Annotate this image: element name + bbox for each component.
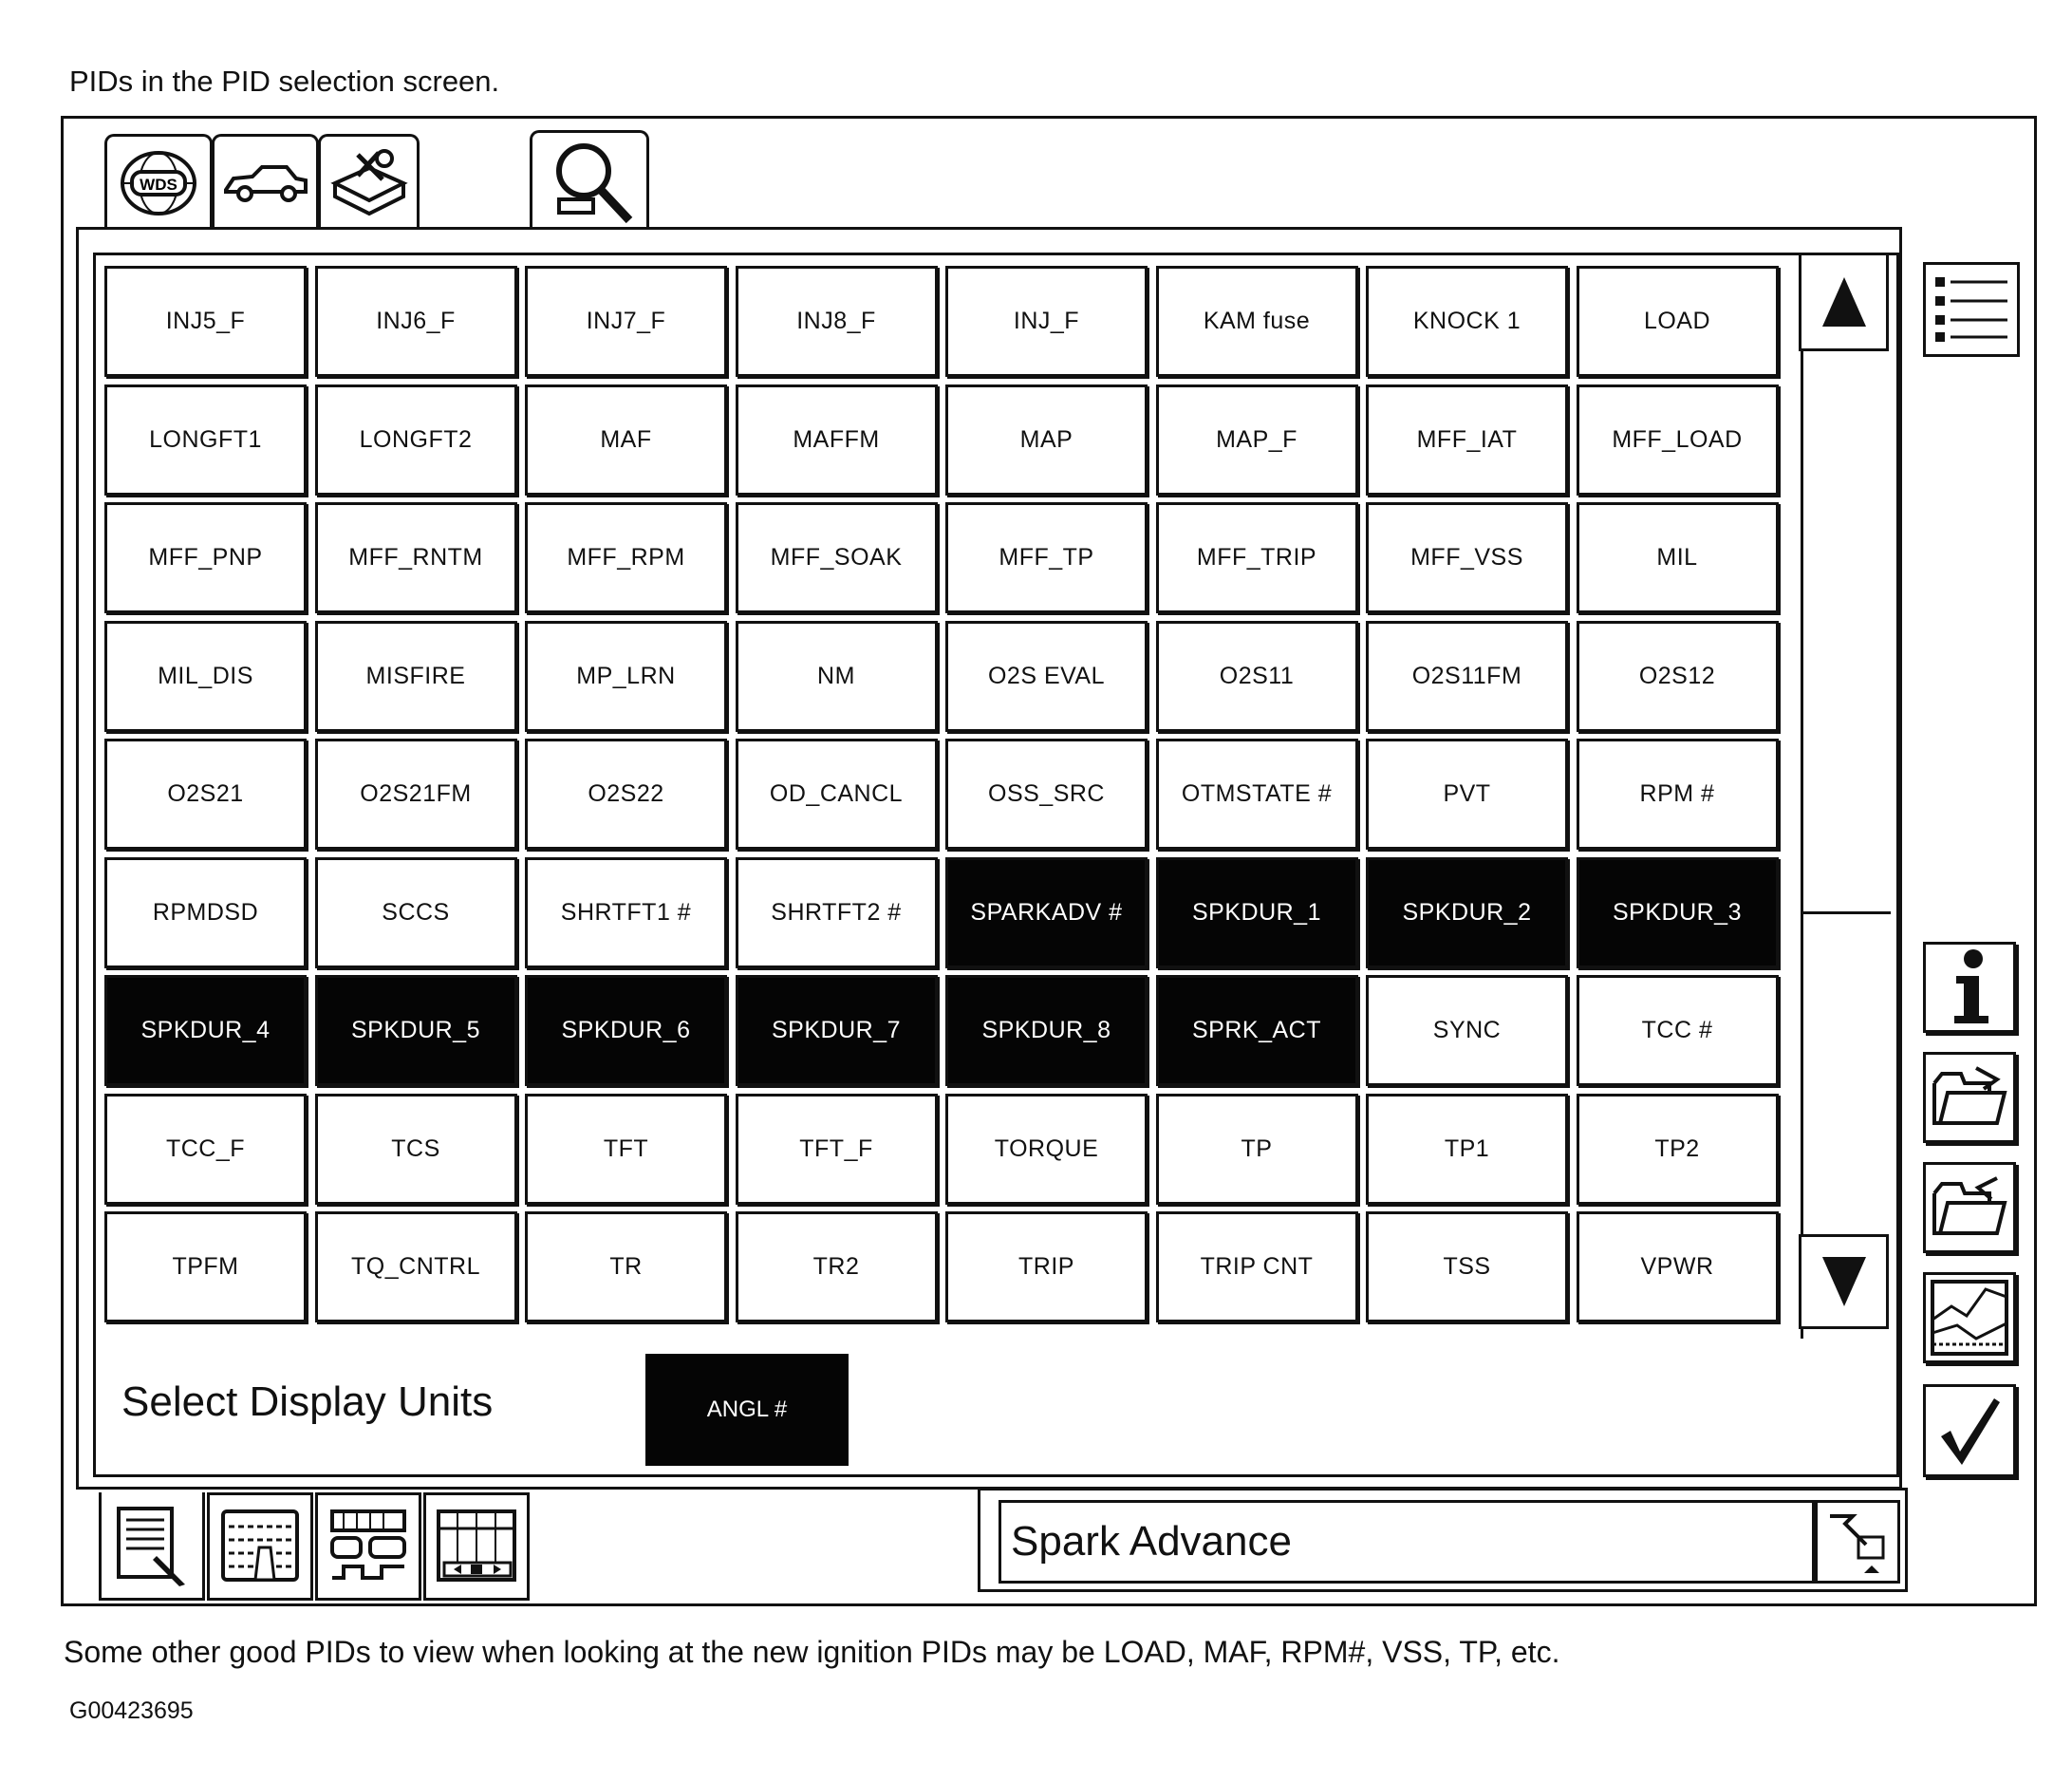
- pid-cell[interactable]: NM: [736, 621, 938, 732]
- pid-cell[interactable]: SPKDUR_3: [1577, 857, 1779, 968]
- checkmark-icon: [1935, 1393, 2004, 1469]
- pid-cell[interactable]: TSS: [1366, 1211, 1568, 1322]
- pid-cell[interactable]: MIL_DIS: [104, 621, 307, 732]
- arrow-up-icon: [1820, 275, 1868, 328]
- pid-cell[interactable]: SPKDUR_6: [525, 975, 727, 1086]
- pid-cell[interactable]: O2S21FM: [315, 739, 517, 850]
- pid-cell[interactable]: SPKDUR_1: [1156, 857, 1358, 968]
- pid-cell[interactable]: TCS: [315, 1094, 517, 1205]
- pid-cell[interactable]: TR2: [736, 1211, 938, 1322]
- pid-cell[interactable]: OTMSTATE #: [1156, 739, 1358, 850]
- magnifier-icon: [542, 137, 637, 226]
- pid-cell[interactable]: RPM #: [1577, 739, 1779, 850]
- pid-cell[interactable]: SHRTFT2 #: [736, 857, 938, 968]
- pid-cell[interactable]: O2S11: [1156, 621, 1358, 732]
- pid-cell[interactable]: RPMDSD: [104, 857, 307, 968]
- pid-cell[interactable]: MAFFM: [736, 384, 938, 496]
- figure-id: G00423695: [69, 1697, 194, 1724]
- pid-cell[interactable]: MFF_PNP: [104, 502, 307, 613]
- scroll-up-button[interactable]: [1799, 253, 1889, 351]
- pid-cell[interactable]: TP: [1156, 1094, 1358, 1205]
- pid-cell[interactable]: MFF_SOAK: [736, 502, 938, 613]
- graph-icon: [1929, 1278, 2010, 1358]
- pid-cell[interactable]: SPRK_ACT: [1156, 975, 1358, 1086]
- recorder-icon: [325, 1506, 412, 1587]
- scrollbar-thumb[interactable]: [1803, 351, 1891, 914]
- pid-cell[interactable]: TRIP: [945, 1211, 1148, 1322]
- pid-cell[interactable]: MFF_LOAD: [1577, 384, 1779, 496]
- pid-cell[interactable]: SHRTFT1 #: [525, 857, 727, 968]
- pid-cell[interactable]: INJ7_F: [525, 266, 727, 377]
- info-button[interactable]: [1923, 942, 2016, 1033]
- pid-cell[interactable]: LONGFT1: [104, 384, 307, 496]
- bottom-tab-keypad[interactable]: [207, 1492, 313, 1601]
- description-action-button[interactable]: [1815, 1500, 1900, 1584]
- playback-icon: [433, 1506, 520, 1587]
- pid-cell[interactable]: TORQUE: [945, 1094, 1148, 1205]
- pid-cell[interactable]: TQ_CNTRL: [315, 1211, 517, 1322]
- pid-cell[interactable]: MAF: [525, 384, 727, 496]
- pid-cell[interactable]: LONGFT2: [315, 384, 517, 496]
- bottom-tab-pid-select[interactable]: [99, 1492, 205, 1601]
- pid-cell[interactable]: SPKDUR_8: [945, 975, 1148, 1086]
- pid-cell[interactable]: TP2: [1577, 1094, 1779, 1205]
- arrow-down-icon: [1820, 1255, 1868, 1308]
- caption-bottom: Some other good PIDs to view when looking at the new ignition PIDs may be LOAD, MAF, RPM#, VSS, TP, etc.: [64, 1635, 1560, 1669]
- pid-cell[interactable]: TFT_F: [736, 1094, 938, 1205]
- pid-select-icon: [109, 1503, 195, 1588]
- pid-cell[interactable]: SCCS: [315, 857, 517, 968]
- pid-cell[interactable]: SPKDUR_2: [1366, 857, 1568, 968]
- keypad-icon: [217, 1506, 303, 1587]
- pid-cell[interactable]: INJ6_F: [315, 266, 517, 377]
- pid-description-field[interactable]: Spark Advance: [999, 1500, 1815, 1584]
- pid-cell[interactable]: SPKDUR_4: [104, 975, 307, 1086]
- pid-cell[interactable]: O2S11FM: [1366, 621, 1568, 732]
- save-folder-icon: [1929, 1174, 2010, 1241]
- display-units-button[interactable]: ANGL #: [645, 1354, 849, 1466]
- graph-view-button[interactable]: [1923, 1272, 2016, 1363]
- pid-cell[interactable]: OSS_SRC: [945, 739, 1148, 850]
- pid-cell[interactable]: VPWR: [1577, 1211, 1779, 1322]
- pid-cell[interactable]: TP1: [1366, 1094, 1568, 1205]
- pid-cell[interactable]: O2S21: [104, 739, 307, 850]
- pid-cell[interactable]: SPKDUR_5: [315, 975, 517, 1086]
- pid-cell[interactable]: SPARKADV #: [945, 857, 1148, 968]
- list-view-button[interactable]: [1923, 262, 2020, 357]
- swap-arrows-icon: [1824, 1509, 1891, 1575]
- pid-cell[interactable]: MAP_F: [1156, 384, 1358, 496]
- save-file-button[interactable]: [1923, 1162, 2016, 1253]
- toolbox-icon: [326, 145, 413, 221]
- pid-cell[interactable]: MFF_RPM: [525, 502, 727, 613]
- pid-cell[interactable]: KAM fuse: [1156, 266, 1358, 377]
- open-file-button[interactable]: [1923, 1052, 2016, 1143]
- pid-cell[interactable]: SYNC: [1366, 975, 1568, 1086]
- wds-label: WDS: [140, 175, 177, 194]
- caption-top: PIDs in the PID selection screen.: [69, 65, 500, 98]
- wds-globe-icon: [115, 145, 202, 221]
- vehicle-icon: [220, 159, 311, 207]
- tab-toolbox[interactable]: [318, 134, 420, 229]
- pid-cell[interactable]: INJ5_F: [104, 266, 307, 377]
- pid-cell[interactable]: TR: [525, 1211, 727, 1322]
- pid-cell[interactable]: MFF_VSS: [1366, 502, 1568, 613]
- pid-cell[interactable]: MFF_TP: [945, 502, 1148, 613]
- pid-cell[interactable]: PVT: [1366, 739, 1568, 850]
- pid-cell[interactable]: TCC_F: [104, 1094, 307, 1205]
- pid-cell[interactable]: MAP: [945, 384, 1148, 496]
- bottom-tab-playback[interactable]: [423, 1492, 530, 1601]
- pid-cell[interactable]: O2S22: [525, 739, 727, 850]
- pid-cell[interactable]: MP_LRN: [525, 621, 727, 732]
- pid-cell[interactable]: TCC #: [1577, 975, 1779, 1086]
- pid-cell[interactable]: MFF_IAT: [1366, 384, 1568, 496]
- pid-cell[interactable]: TPFM: [104, 1211, 307, 1322]
- pid-cell[interactable]: LOAD: [1577, 266, 1779, 377]
- pid-cell[interactable]: MFF_TRIP: [1156, 502, 1358, 613]
- tab-wds[interactable]: [104, 134, 213, 229]
- bottom-tab-recorder[interactable]: [315, 1492, 421, 1601]
- scroll-down-button[interactable]: [1799, 1234, 1889, 1329]
- tab-vehicle[interactable]: [212, 134, 319, 229]
- confirm-button[interactable]: [1923, 1384, 2016, 1477]
- pid-cell[interactable]: TRIP CNT: [1156, 1211, 1358, 1322]
- pid-cell[interactable]: KNOCK 1: [1366, 266, 1568, 377]
- list-icon: [1930, 272, 2013, 347]
- pid-cell[interactable]: OD_CANCL: [736, 739, 938, 850]
- info-icon: [1941, 947, 1998, 1027]
- pid-cell[interactable]: INJ8_F: [736, 266, 938, 377]
- pid-cell[interactable]: MISFIRE: [315, 621, 517, 732]
- pid-cell[interactable]: MIL: [1577, 502, 1779, 613]
- pid-cell[interactable]: INJ_F: [945, 266, 1148, 377]
- open-folder-icon: [1929, 1064, 2010, 1131]
- tab-pid-search[interactable]: [530, 130, 649, 229]
- display-units-label: Select Display Units: [121, 1378, 494, 1425]
- pid-cell[interactable]: O2S EVAL: [945, 621, 1148, 732]
- pid-cell[interactable]: TFT: [525, 1094, 727, 1205]
- pid-cell[interactable]: SPKDUR_7: [736, 975, 938, 1086]
- pid-cell[interactable]: O2S12: [1577, 621, 1779, 732]
- pid-cell[interactable]: MFF_RNTM: [315, 502, 517, 613]
